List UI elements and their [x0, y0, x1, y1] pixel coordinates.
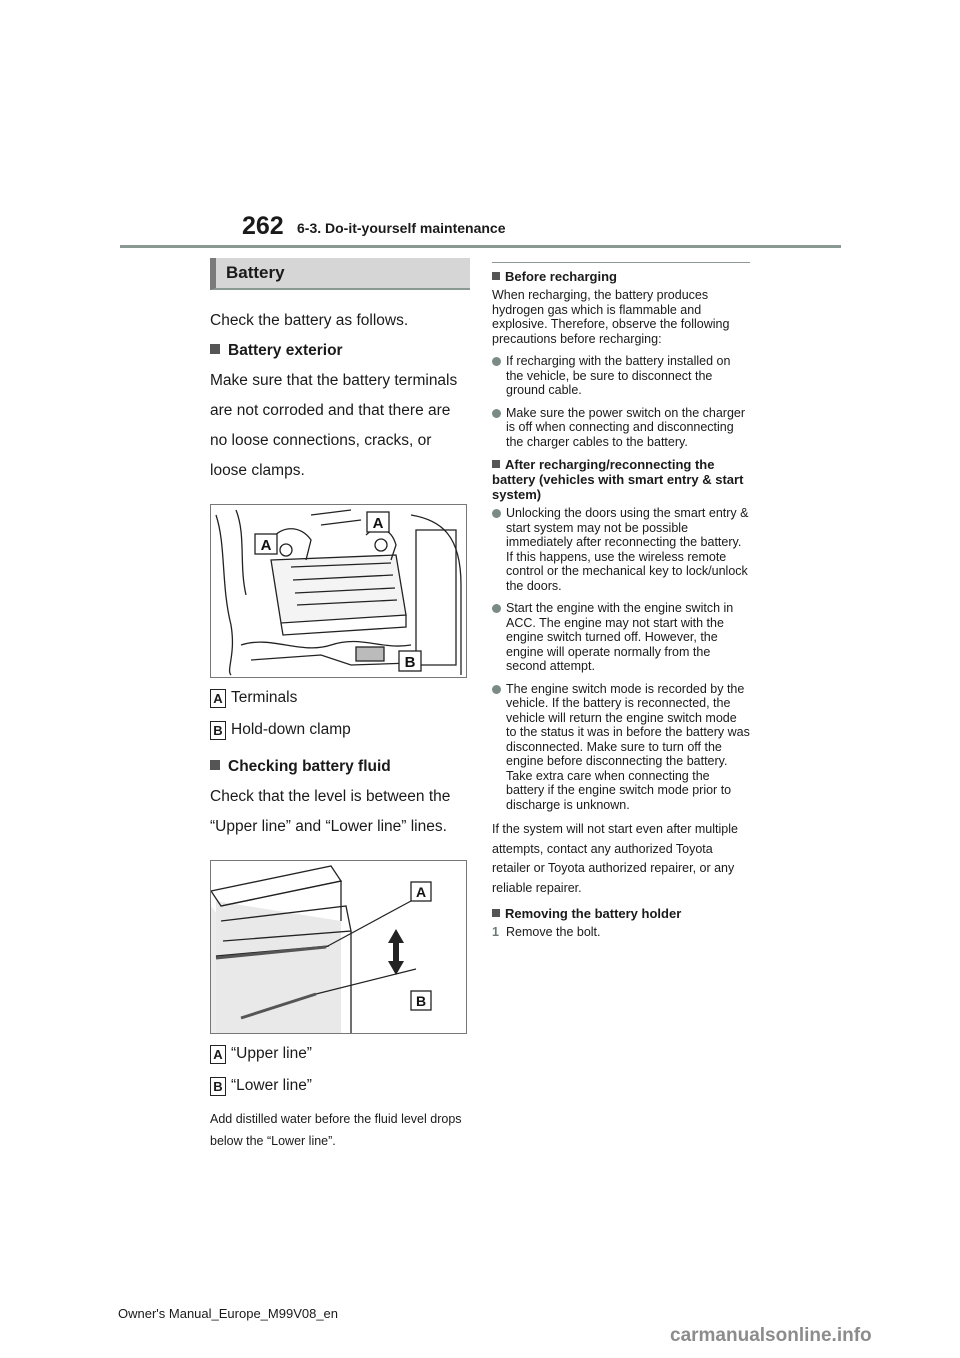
square-bullet-icon [210, 344, 220, 354]
square-bullet-icon [210, 760, 220, 770]
figure2-label-a: A [415, 884, 427, 900]
figure1-label-a2: A [372, 515, 384, 532]
removing-holder-heading: Removing the battery holder [492, 906, 750, 921]
square-bullet-icon [492, 272, 500, 280]
page-number: 262 [242, 212, 284, 240]
circle-bullet-icon [492, 685, 501, 694]
bullet-item: If recharging with the battery installed on the vehicle, be sure to disconnect the ground cable. [492, 354, 750, 398]
legend-hold-down-clamp: B Hold-down clamp [210, 720, 470, 740]
right-column [492, 262, 750, 940]
before-recharging-heading: Before recharging [492, 269, 750, 284]
exterior-text: Make sure that the battery terminals are not corroded and that there are no loose connections, cracks, or loose clamps. [210, 372, 458, 479]
contact-retailer-text: If the system will not start even after multiple attempts, contact any authorized Toyota retailer or Toyota authorized repairer, or any reliable repairer. [492, 822, 738, 895]
battery-engine-illustration [211, 505, 466, 677]
before-recharging-text: When recharging, the battery produces hydrogen gas which is flammable and explosive. Therefore, observe the following precautions before recharging: [492, 288, 730, 346]
battery-fluid-figure [210, 860, 467, 1034]
circle-bullet-icon [492, 509, 501, 518]
circle-bullet-icon [492, 409, 501, 418]
square-bullet-icon [492, 909, 500, 917]
right-column-rule [492, 262, 750, 263]
watermark: carmanualsonline.info [670, 1325, 872, 1346]
bullet-item: Unlocking the doors using the smart entry & start system may not be possible immediately after reconnecting the battery. If this happens, use the wireless remote control or the mechanical key to lock/unlock the doors. [492, 506, 750, 593]
figure2-label-b: B [415, 993, 427, 1009]
fluid-text: Check that the level is between the “Upper line” and “Lower line” lines. [210, 788, 451, 835]
battery-exterior-figure [210, 504, 467, 678]
legend-letter-box: A [210, 1045, 226, 1064]
battery-heading: Battery [210, 258, 470, 290]
legend-letter-box: A [210, 689, 226, 708]
legend-letter-box: B [210, 721, 226, 740]
intro-text: Check the battery as follows. [210, 312, 409, 329]
figure1-label-b: B [404, 654, 416, 671]
fluid-level-illustration [211, 861, 466, 1033]
circle-bullet-icon [492, 604, 501, 613]
bullet-item: Start the engine with the engine switch in ACC. The engine may not start with the engine switch turned off. However, the engine will operate normally from the second attempt. [492, 601, 750, 674]
distilled-water-note: Add distilled water before the fluid level drops below the “Lower line”. [210, 1112, 462, 1148]
footer-manual-id: Owner's Manual_Europe_M99V08_en [118, 1306, 339, 1321]
legend-letter-box: B [210, 1077, 226, 1096]
exterior-heading: Battery exterior [210, 336, 470, 366]
step-item [492, 925, 750, 940]
header-rule [120, 245, 841, 248]
step-number: 1 [492, 925, 499, 939]
section-title: 6-3. Do-it-yourself maintenance [297, 220, 506, 236]
legend-terminals: A Terminals [210, 688, 470, 708]
bullet-item: The engine switch mode is recorded by the vehicle. If the battery is reconnected, the vehicle will return the engine switch mode to the status it was in before the battery was disconnected. Make sure to turn off the engine before disconnecting the battery. Take extra care when connecting the battery if the engine switch mode prior to discharge is unknown. [492, 682, 750, 813]
legend-lower-line: B “Lower line” [210, 1076, 470, 1096]
after-recharging-heading: After recharging/reconnecting the battery (vehicles with smart entry & start system) [492, 457, 744, 502]
step-text: Remove the bolt. [506, 925, 601, 939]
fluid-heading: Checking battery fluid [210, 752, 470, 782]
bullet-item: Make sure the power switch on the charger is off when connecting and disconnecting the charger cables to the battery. [492, 406, 750, 450]
figure1-label-a1: A [260, 537, 272, 554]
legend-upper-line: A “Upper line” [210, 1044, 470, 1064]
circle-bullet-icon [492, 357, 501, 366]
left-column [210, 258, 470, 1152]
square-bullet-icon [492, 460, 500, 468]
